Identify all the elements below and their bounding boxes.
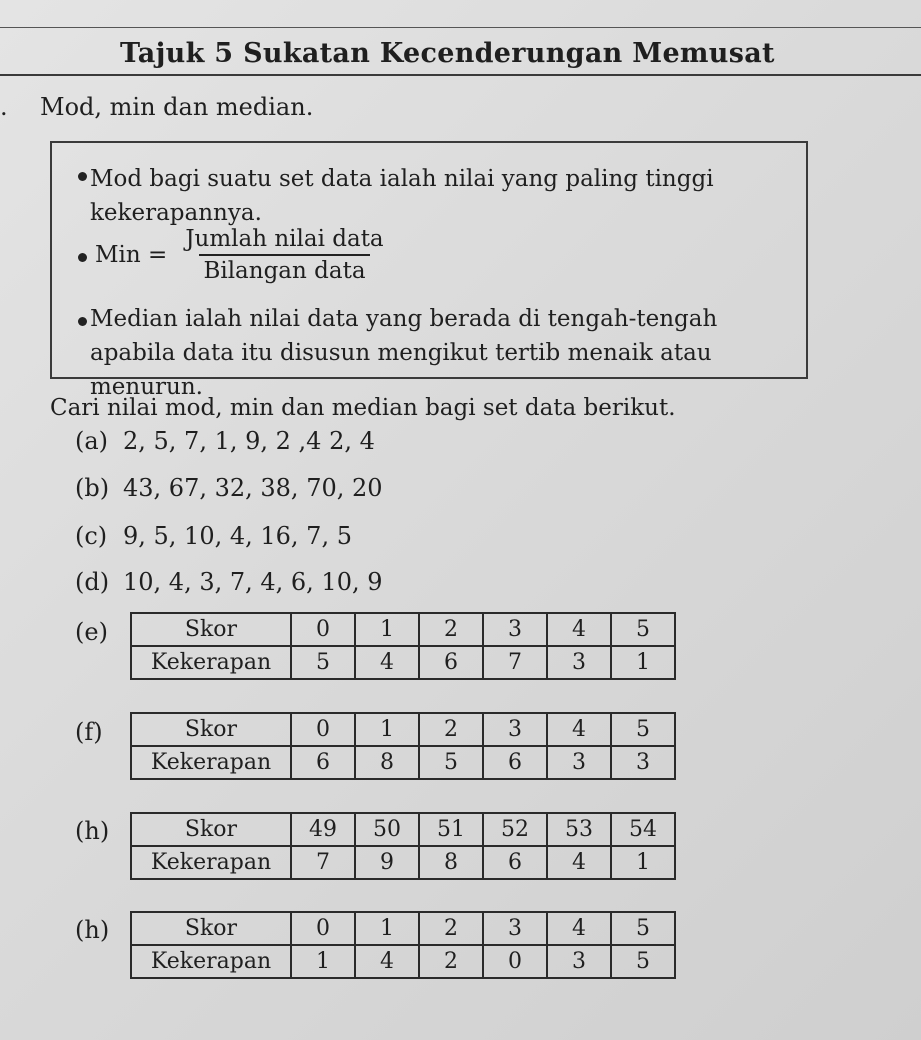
score-cell: 5 xyxy=(611,713,675,746)
frequency-cell: 6 xyxy=(419,646,483,679)
score-cell: 2 xyxy=(419,713,483,746)
frequency-cell: 7 xyxy=(483,646,547,679)
frequency-header: Kekerapan xyxy=(131,646,291,679)
question-data: 9, 5, 10, 4, 16, 7, 5 xyxy=(123,522,352,550)
min-denominator: Bilangan data xyxy=(199,254,369,284)
frequency-table-e xyxy=(130,612,676,680)
score-cell: 3 xyxy=(483,912,547,945)
frequency-cell: 8 xyxy=(355,746,419,779)
score-cell: 2 xyxy=(419,613,483,646)
frequency-cell: 3 xyxy=(547,945,611,978)
frequency-row xyxy=(131,746,675,779)
frequency-cell: 5 xyxy=(291,646,355,679)
table-label-h: (h) xyxy=(75,916,110,944)
question-data: 43, 67, 32, 38, 70, 20 xyxy=(123,474,383,502)
frequency-cell: 5 xyxy=(611,945,675,978)
score-cell: 0 xyxy=(291,713,355,746)
score-cell: 3 xyxy=(483,713,547,746)
frequency-cell: 7 xyxy=(291,846,355,879)
page-title: Tajuk 5 Sukatan Kecenderungan Memusat xyxy=(120,38,775,69)
frequency-cell: 0 xyxy=(483,945,547,978)
score-cell: 49 xyxy=(291,813,355,846)
score-row xyxy=(131,912,675,945)
frequency-cell: 5 xyxy=(419,746,483,779)
score-header: Skor xyxy=(131,613,291,646)
section-heading xyxy=(0,93,313,121)
question-label: (a) xyxy=(75,427,109,455)
note-mod-definition: Mod bagi suatu set data ialah nilai yang paling tinggi kekerapannya. xyxy=(90,166,714,226)
min-numerator: Jumlah nilai data xyxy=(185,226,384,252)
score-row xyxy=(131,613,675,646)
question-label: (b) xyxy=(75,474,110,502)
score-cell: 2 xyxy=(419,912,483,945)
frequency-cell: 3 xyxy=(611,746,675,779)
frequency-table-h-1 xyxy=(130,812,676,880)
frequency-cell: 1 xyxy=(291,945,355,978)
note-median-definition: Median ialah nilai data yang berada di tengah-tengah apabila data itu disusun mengikut tertib menaik atau menurun. xyxy=(90,306,718,400)
min-formula-lhs: Min = xyxy=(95,242,168,268)
frequency-cell: 4 xyxy=(355,945,419,978)
score-cell: 0 xyxy=(291,912,355,945)
score-cell: 50 xyxy=(355,813,419,846)
score-cell: 1 xyxy=(355,713,419,746)
score-cell: 52 xyxy=(483,813,547,846)
score-row xyxy=(131,813,675,846)
score-cell: 1 xyxy=(355,613,419,646)
score-cell: 1 xyxy=(355,912,419,945)
bullet-icon xyxy=(78,253,87,262)
question-d xyxy=(75,568,383,596)
title-underline xyxy=(0,74,921,76)
score-header: Skor xyxy=(131,912,291,945)
frequency-header: Kekerapan xyxy=(131,945,291,978)
frequency-cell: 1 xyxy=(611,646,675,679)
frequency-cell: 6 xyxy=(291,746,355,779)
frequency-cell: 4 xyxy=(547,846,611,879)
frequency-cell: 3 xyxy=(547,646,611,679)
table-label-h: (h) xyxy=(75,817,110,845)
score-cell: 0 xyxy=(291,613,355,646)
question-data: 2, 5, 7, 1, 9, 2 ,4 2, 4 xyxy=(123,427,375,455)
frequency-cell: 3 xyxy=(547,746,611,779)
frequency-row xyxy=(131,646,675,679)
table-label-e: (e) xyxy=(75,618,108,646)
score-header: Skor xyxy=(131,713,291,746)
section-heading-text: Mod, min dan median. xyxy=(40,93,314,121)
score-cell: 5 xyxy=(611,613,675,646)
score-cell: 53 xyxy=(547,813,611,846)
frequency-cell: 6 xyxy=(483,746,547,779)
top-rule xyxy=(0,27,921,28)
frequency-table-h-2 xyxy=(130,911,676,979)
frequency-cell: 4 xyxy=(355,646,419,679)
table-label-f: (f) xyxy=(75,718,103,746)
frequency-header: Kekerapan xyxy=(131,746,291,779)
frequency-cell: 9 xyxy=(355,846,419,879)
score-cell: 4 xyxy=(547,912,611,945)
bullet-icon xyxy=(78,317,87,326)
score-cell: 5 xyxy=(611,912,675,945)
question-c xyxy=(75,522,352,550)
score-header: Skor xyxy=(131,813,291,846)
min-fraction xyxy=(181,226,387,284)
score-cell: 51 xyxy=(419,813,483,846)
frequency-cell: 6 xyxy=(483,846,547,879)
frequency-cell: 8 xyxy=(419,846,483,879)
question-label: (c) xyxy=(75,522,108,550)
score-cell: 3 xyxy=(483,613,547,646)
score-cell: 54 xyxy=(611,813,675,846)
min-formula xyxy=(95,226,388,284)
score-row xyxy=(131,713,675,746)
question-b xyxy=(75,474,383,502)
frequency-table-f xyxy=(130,712,676,780)
frequency-header: Kekerapan xyxy=(131,846,291,879)
question-data: 10, 4, 3, 7, 4, 6, 10, 9 xyxy=(123,568,383,596)
frequency-cell: 1 xyxy=(611,846,675,879)
bullet-icon xyxy=(78,172,87,181)
score-cell: 4 xyxy=(547,613,611,646)
frequency-cell: 2 xyxy=(419,945,483,978)
question-a xyxy=(75,427,375,455)
question-label: (d) xyxy=(75,568,110,596)
section-number: . xyxy=(0,93,8,121)
exercise-instruction: Cari nilai mod, min dan median bagi set data berikut. xyxy=(50,395,676,421)
frequency-row xyxy=(131,846,675,879)
frequency-row xyxy=(131,945,675,978)
score-cell: 4 xyxy=(547,713,611,746)
